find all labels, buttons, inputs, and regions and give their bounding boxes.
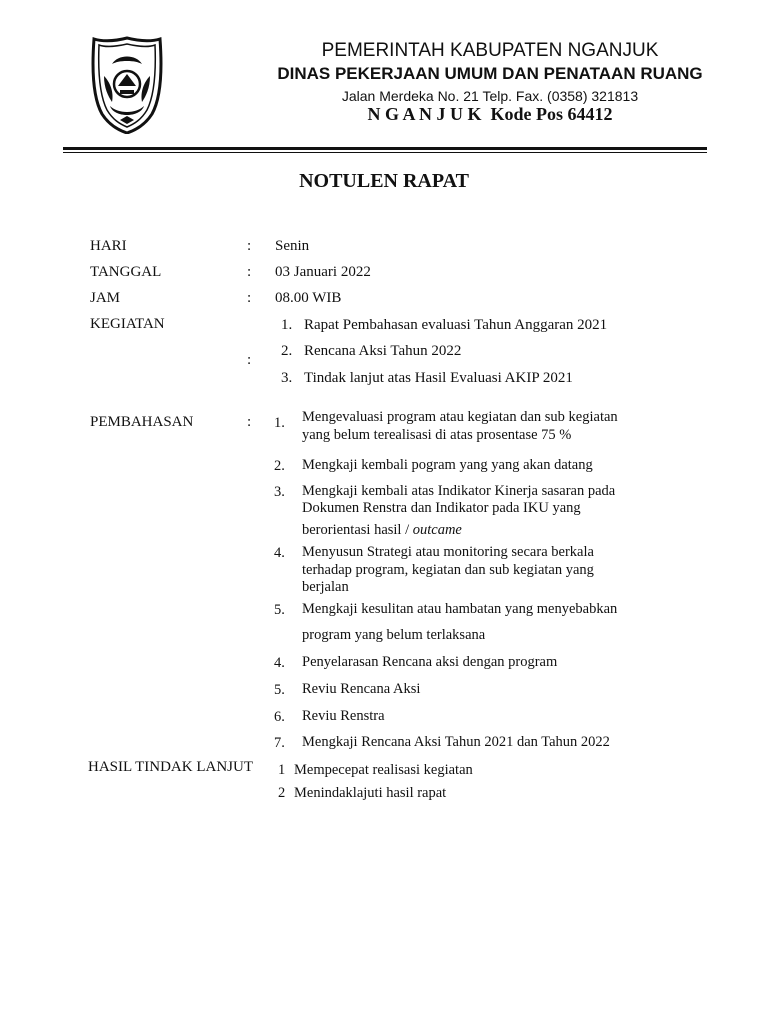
field-label-hari: HARI bbox=[90, 238, 127, 254]
pembahasan-item-number: 4. bbox=[274, 655, 285, 671]
pembahasan-item-text: Penyelarasan Rencana aksi dengan program bbox=[302, 654, 558, 670]
field-value-jam: 08.00 WIB bbox=[275, 290, 342, 306]
pembahasan-item-text: Reviu Rencana Aksi bbox=[302, 681, 421, 697]
pembahasan-item-text: program yang belum terlaksana bbox=[302, 627, 486, 643]
field-colon: : bbox=[247, 264, 252, 280]
pembahasan-item-text bbox=[302, 522, 462, 540]
pembahasan-item-text: Mengkaji kembali atas Indikator Kinerja sasaran pada bbox=[302, 483, 616, 499]
kabupaten-emblem-logo bbox=[90, 36, 164, 134]
document-title: NOTULEN RAPAT bbox=[299, 170, 469, 192]
kegiatan-item-text: Tindak lanjut atas Hasil Evaluasi AKIP 2021 bbox=[304, 370, 573, 386]
pembahasan-item-text-italic: outcame bbox=[412, 522, 462, 538]
kegiatan-item-number: 1. bbox=[281, 317, 293, 333]
header-divider-thick bbox=[63, 147, 707, 150]
field-label-jam: JAM bbox=[90, 290, 121, 306]
hasil-item-number: 2 bbox=[278, 785, 286, 801]
pembahasan-item-text: yang belum terealisasi di atas prosentase 75 % bbox=[302, 427, 572, 443]
pembahasan-item-text: berjalan bbox=[302, 579, 349, 595]
kegiatan-item-number: 3. bbox=[281, 370, 293, 386]
pembahasan-item-number: 4. bbox=[274, 545, 285, 561]
pembahasan-item-text: Mengkaji kembali pogram yang yang akan datang bbox=[302, 457, 593, 473]
pembahasan-item-number: 3. bbox=[274, 484, 285, 500]
pembahasan-item-text: Mengevaluasi program atau kegiatan dan sub kegiatan bbox=[302, 409, 618, 425]
field-value-tanggal: 03 Januari 2022 bbox=[275, 264, 371, 280]
field-colon: : bbox=[247, 352, 252, 368]
header-divider-thin bbox=[63, 152, 707, 153]
header-city-postcode: N G A N J U K Kode Pos 64412 bbox=[367, 104, 613, 124]
hasil-item-text: Mempecepat realisasi kegiatan bbox=[294, 762, 473, 778]
field-label-kegiatan: KEGIATAN bbox=[90, 316, 165, 332]
pembahasan-item-text: Menyusun Strategi atau monitoring secara berkala bbox=[302, 544, 594, 560]
field-colon: : bbox=[247, 290, 252, 306]
pembahasan-item-text: Reviu Renstra bbox=[302, 708, 385, 724]
pembahasan-item-number: 6. bbox=[274, 709, 285, 725]
kegiatan-item-number: 2. bbox=[281, 343, 293, 359]
pembahasan-item-number: 7. bbox=[274, 735, 285, 751]
pembahasan-item-text: Mengkaji kesulitan atau hambatan yang menyebabkan bbox=[302, 601, 618, 617]
field-label-tanggal: TANGGAL bbox=[90, 264, 162, 280]
pembahasan-item-number: 1. bbox=[274, 415, 285, 431]
pembahasan-item-text-plain: berorientasi hasil / bbox=[302, 522, 413, 538]
pembahasan-item-number: 2. bbox=[274, 458, 285, 474]
field-label-pembahasan: PEMBAHASAN bbox=[90, 414, 194, 430]
hasil-item-number: 1 bbox=[278, 762, 286, 778]
pembahasan-item-number: 5. bbox=[274, 682, 285, 698]
field-colon: : bbox=[247, 414, 252, 430]
kegiatan-item-text: Rapat Pembahasan evaluasi Tahun Anggaran 2021 bbox=[304, 317, 608, 333]
header-address: Jalan Merdeka No. 21 Telp. Fax. (0358) 321813 bbox=[341, 88, 639, 104]
pembahasan-item-text: Dokumen Renstra dan Indikator pada IKU yang bbox=[302, 500, 581, 516]
header-government-name: PEMERINTAH KABUPATEN NGANJUK bbox=[321, 40, 659, 61]
field-value-hari: Senin bbox=[275, 238, 310, 254]
field-colon: : bbox=[247, 238, 252, 254]
field-label-hasil-tindak-lanjut: HASIL TINDAK LANJUT bbox=[88, 759, 253, 775]
kegiatan-item-text: Rencana Aksi Tahun 2022 bbox=[304, 343, 462, 359]
pembahasan-item-text: terhadap program, kegiatan dan sub kegiatan yang bbox=[302, 562, 594, 578]
pembahasan-item-number: 5. bbox=[274, 602, 285, 618]
pembahasan-item-text: Mengkaji Rencana Aksi Tahun 2021 dan Tahun 2022 bbox=[302, 734, 610, 750]
hasil-item-text: Menindaklajuti hasil rapat bbox=[294, 785, 447, 801]
header-department-name: DINAS PEKERJAAN UMUM DAN PENATAAN RUANG bbox=[277, 64, 703, 83]
